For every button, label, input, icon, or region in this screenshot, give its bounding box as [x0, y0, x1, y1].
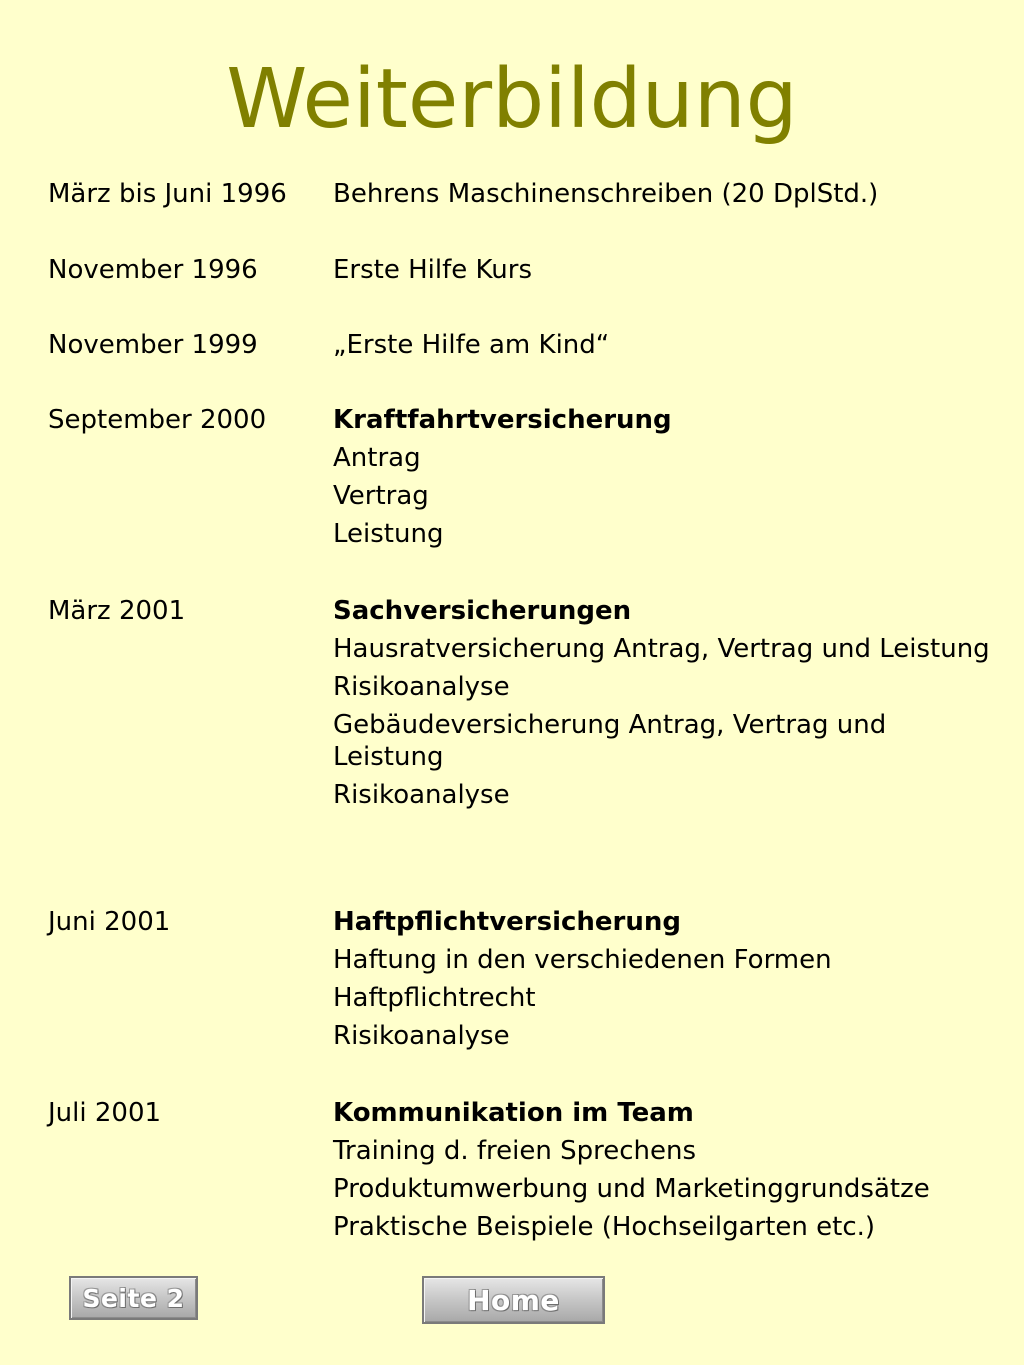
entry-date: März bis Juni 1996: [48, 179, 287, 209]
entry-line: Erste Hilfe Kurs: [333, 255, 532, 285]
entry-line: Haftung in den verschiedenen Formen: [333, 945, 832, 975]
entry-content: [333, 595, 993, 817]
entry-heading: Sachversicherungen: [333, 596, 632, 626]
home-button[interactable]: Home: [422, 1276, 605, 1324]
entry-line: Behrens Maschinenschreiben (20 DplStd.): [333, 179, 879, 209]
entry-content: [333, 178, 993, 216]
entry-line: Vertrag: [333, 481, 429, 511]
entry-line: Risikoanalyse: [333, 1021, 510, 1051]
entry-line: Gebäudeversicherung Antrag, Vertrag und Leistung: [333, 710, 887, 772]
entry-line: Leistung: [333, 519, 444, 549]
entry-content: [333, 906, 993, 1058]
entry-line: Haftpflichtrecht: [333, 983, 536, 1013]
entry-date: September 2000: [48, 405, 267, 435]
entry-date: März 2001: [48, 596, 186, 626]
entry-line: Antrag: [333, 443, 421, 473]
entry-line: Hausratversicherung Antrag, Vertrag und Leistung: [333, 634, 990, 664]
page-title: Weiterbildung: [226, 52, 798, 147]
entry-date: November 1996: [48, 255, 258, 285]
entry-heading: Kommunikation im Team: [333, 1098, 694, 1128]
entry-content: [333, 329, 993, 367]
entry-date: Juli 2001: [48, 1098, 162, 1128]
entry-content: [333, 404, 993, 556]
entry-line: Risikoanalyse: [333, 672, 510, 702]
entry-heading: Kraftfahrtversicherung: [333, 405, 672, 435]
entry-line: „Erste Hilfe am Kind“: [333, 330, 610, 360]
entry-date: Juni 2001: [48, 907, 171, 937]
entry-content: [333, 254, 993, 292]
entry-heading: Haftpflichtversicherung: [333, 907, 681, 937]
entry-line: Training d. freien Sprechens: [333, 1136, 697, 1166]
page-2-button[interactable]: Seite 2: [69, 1276, 198, 1320]
entry-line: Risikoanalyse: [333, 780, 510, 810]
entry-line: Produktumwerbung und Marketinggrundsätze: [333, 1174, 930, 1204]
entry-line: Praktische Beispiele (Hochseilgarten etc.): [333, 1212, 876, 1242]
entry-content: [333, 1097, 993, 1249]
entry-date: November 1999: [48, 330, 258, 360]
